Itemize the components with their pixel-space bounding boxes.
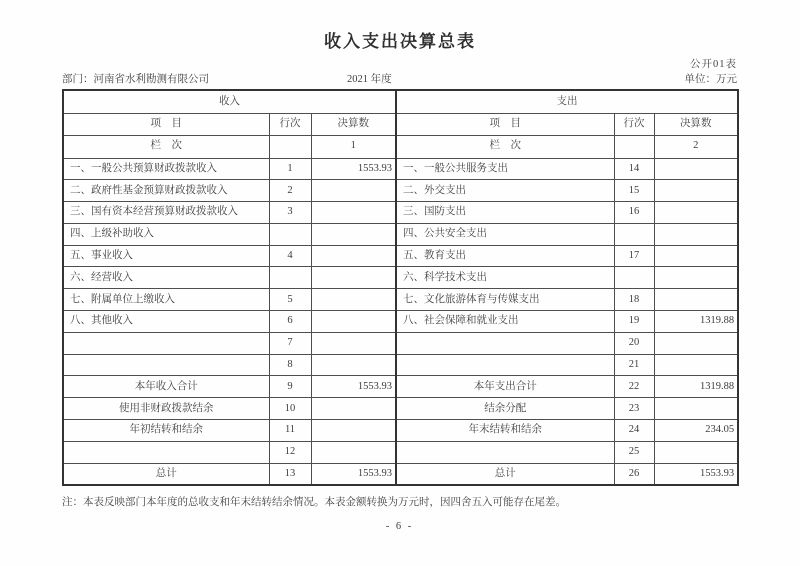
- income-item-cell: [63, 332, 269, 354]
- expense-item-cell: 八、社会保障和就业支出: [396, 311, 614, 333]
- expense-section-header: 支出: [396, 90, 738, 113]
- expense-item-cell: 七、文化旅游体育与传媒支出: [396, 289, 614, 311]
- income-amount-cell: [311, 398, 396, 420]
- income-line-cell: 2: [269, 180, 311, 202]
- income-item-cell: 本年收入合计: [63, 376, 269, 398]
- section-header-row: [63, 90, 738, 113]
- income-item-cell: [63, 354, 269, 376]
- table-row: [63, 289, 738, 311]
- income-line-cell: 12: [269, 441, 311, 463]
- income-amount-cell: [311, 180, 396, 202]
- income-line-cell: 1: [269, 158, 311, 180]
- income-col-number: 1: [311, 135, 396, 158]
- expense-line-cell: 21: [614, 354, 654, 376]
- income-item-cell: 五、事业收入: [63, 245, 269, 267]
- table-row: [63, 267, 738, 289]
- expense-item-cell: 总计: [396, 463, 614, 485]
- expense-line-cell: 20: [614, 332, 654, 354]
- expense-amount-cell: [654, 245, 738, 267]
- expense-amount-cell: [654, 398, 738, 420]
- meta-row: [62, 71, 737, 86]
- expense-item-cell: 本年支出合计: [396, 376, 614, 398]
- expense-line-cell: [614, 267, 654, 289]
- expense-amount-cell: [654, 332, 738, 354]
- income-item-cell: 年初结转和结余: [63, 420, 269, 442]
- table-row: [63, 180, 738, 202]
- income-amount-cell: [311, 245, 396, 267]
- table-row: [63, 311, 738, 333]
- footnote: 注：本表反映部门本年度的总收支和年末结转结余情况。本表金额转换为万元时，因四舍五入可能存在尾差。: [62, 497, 566, 508]
- expense-item-cell: 二、外交支出: [396, 180, 614, 202]
- table-row: [63, 376, 738, 398]
- table-row: [63, 463, 738, 485]
- expense-amount-cell: 1319.88: [654, 376, 738, 398]
- income-item-col-header: 项 目: [63, 113, 269, 135]
- income-amount-cell: [311, 223, 396, 245]
- expense-rank-line-blank: [614, 135, 654, 158]
- expense-amount-cell: [654, 267, 738, 289]
- expense-amount-cell: [654, 158, 738, 180]
- table-row: [63, 354, 738, 376]
- income-amount-cell: 1553.93: [311, 158, 396, 180]
- expense-item-cell: [396, 441, 614, 463]
- income-line-cell: 3: [269, 202, 311, 224]
- expense-amount-cell: 1553.93: [654, 463, 738, 485]
- department-label: 部门：河南省水利勘测有限公司: [62, 74, 209, 85]
- income-amount-cell: [311, 311, 396, 333]
- unit-label: 单位：万元: [684, 74, 737, 85]
- income-item-cell: 六、经营收入: [63, 267, 269, 289]
- income-amount-cell: [311, 289, 396, 311]
- income-amount-cell: [311, 441, 396, 463]
- income-line-cell: 8: [269, 354, 311, 376]
- expense-line-cell: 17: [614, 245, 654, 267]
- income-line-cell: 9: [269, 376, 311, 398]
- income-line-cell: 10: [269, 398, 311, 420]
- page-number: - 6 -: [385, 521, 414, 532]
- income-line-cell: 11: [269, 420, 311, 442]
- income-amount-cell: [311, 332, 396, 354]
- expense-item-cell: 一、一般公共服务支出: [396, 158, 614, 180]
- expense-item-cell: 五、教育支出: [396, 245, 614, 267]
- table-row: [63, 398, 738, 420]
- income-item-cell: 二、政府性基金预算财政拨款收入: [63, 180, 269, 202]
- income-item-cell: 三、国有资本经营预算财政拨款收入: [63, 202, 269, 224]
- income-section-header: 收入: [63, 90, 396, 113]
- table-row: [63, 420, 738, 442]
- expense-line-cell: 23: [614, 398, 654, 420]
- expense-amount-cell: 1319.88: [654, 311, 738, 333]
- expense-rank-label: 栏 次: [396, 135, 614, 158]
- income-item-cell: [63, 441, 269, 463]
- expense-amount-col-header: 决算数: [654, 113, 738, 135]
- income-rank-line-blank: [269, 135, 311, 158]
- income-line-cell: [269, 223, 311, 245]
- income-amount-cell: [311, 267, 396, 289]
- expense-item-cell: 六、科学技术支出: [396, 267, 614, 289]
- income-item-cell: 使用非财政拨款结余: [63, 398, 269, 420]
- income-amount-cell: [311, 420, 396, 442]
- table-row: [63, 223, 738, 245]
- column-header-row: [63, 113, 738, 135]
- doc-label: 公开01表: [690, 59, 737, 70]
- income-amount-col-header: 决算数: [311, 113, 396, 135]
- page-title: 收入支出决算总表: [324, 32, 476, 51]
- income-rank-label: 栏 次: [63, 135, 269, 158]
- expense-line-cell: [614, 223, 654, 245]
- expense-line-cell: 14: [614, 158, 654, 180]
- income-line-cell: 7: [269, 332, 311, 354]
- expense-line-cell: 26: [614, 463, 654, 485]
- expense-item-col-header: 项 目: [396, 113, 614, 135]
- income-amount-cell: [311, 354, 396, 376]
- income-item-cell: 七、附属单位上缴收入: [63, 289, 269, 311]
- expense-col-number: 2: [654, 135, 738, 158]
- income-amount-cell: 1553.93: [311, 463, 396, 485]
- table-row: [63, 245, 738, 267]
- income-item-cell: 八、其他收入: [63, 311, 269, 333]
- expense-amount-cell: [654, 289, 738, 311]
- expense-amount-cell: [654, 354, 738, 376]
- expense-amount-cell: [654, 202, 738, 224]
- expense-item-cell: 结余分配: [396, 398, 614, 420]
- expense-line-cell: 22: [614, 376, 654, 398]
- fiscal-year-label: 2021 年度: [347, 74, 392, 85]
- expense-amount-cell: [654, 180, 738, 202]
- summary-table: [62, 89, 739, 486]
- expense-item-cell: 三、国防支出: [396, 202, 614, 224]
- income-amount-cell: [311, 202, 396, 224]
- expense-line-cell: 18: [614, 289, 654, 311]
- income-line-cell: 5: [269, 289, 311, 311]
- expense-item-cell: 四、公共安全支出: [396, 223, 614, 245]
- income-line-cell: [269, 267, 311, 289]
- income-line-cell: 6: [269, 311, 311, 333]
- expense-line-cell: 24: [614, 420, 654, 442]
- expense-line-col-header: 行次: [614, 113, 654, 135]
- expense-item-cell: [396, 332, 614, 354]
- income-line-cell: 4: [269, 245, 311, 267]
- rank-header-row: [63, 135, 738, 158]
- expense-line-cell: 15: [614, 180, 654, 202]
- expense-amount-cell: [654, 223, 738, 245]
- expense-line-cell: 25: [614, 441, 654, 463]
- income-line-cell: 13: [269, 463, 311, 485]
- income-item-cell: 总计: [63, 463, 269, 485]
- income-line-col-header: 行次: [269, 113, 311, 135]
- income-item-cell: 四、上级补助收入: [63, 223, 269, 245]
- expense-amount-cell: 234.05: [654, 420, 738, 442]
- table-row: [63, 441, 738, 463]
- expense-item-cell: 年末结转和结余: [396, 420, 614, 442]
- expense-amount-cell: [654, 441, 738, 463]
- table-row: [63, 158, 738, 180]
- expense-line-cell: 19: [614, 311, 654, 333]
- expense-line-cell: 16: [614, 202, 654, 224]
- expense-item-cell: [396, 354, 614, 376]
- income-amount-cell: 1553.93: [311, 376, 396, 398]
- table-row: [63, 202, 738, 224]
- income-item-cell: 一、一般公共预算财政拨款收入: [63, 158, 269, 180]
- table-row: [63, 332, 738, 354]
